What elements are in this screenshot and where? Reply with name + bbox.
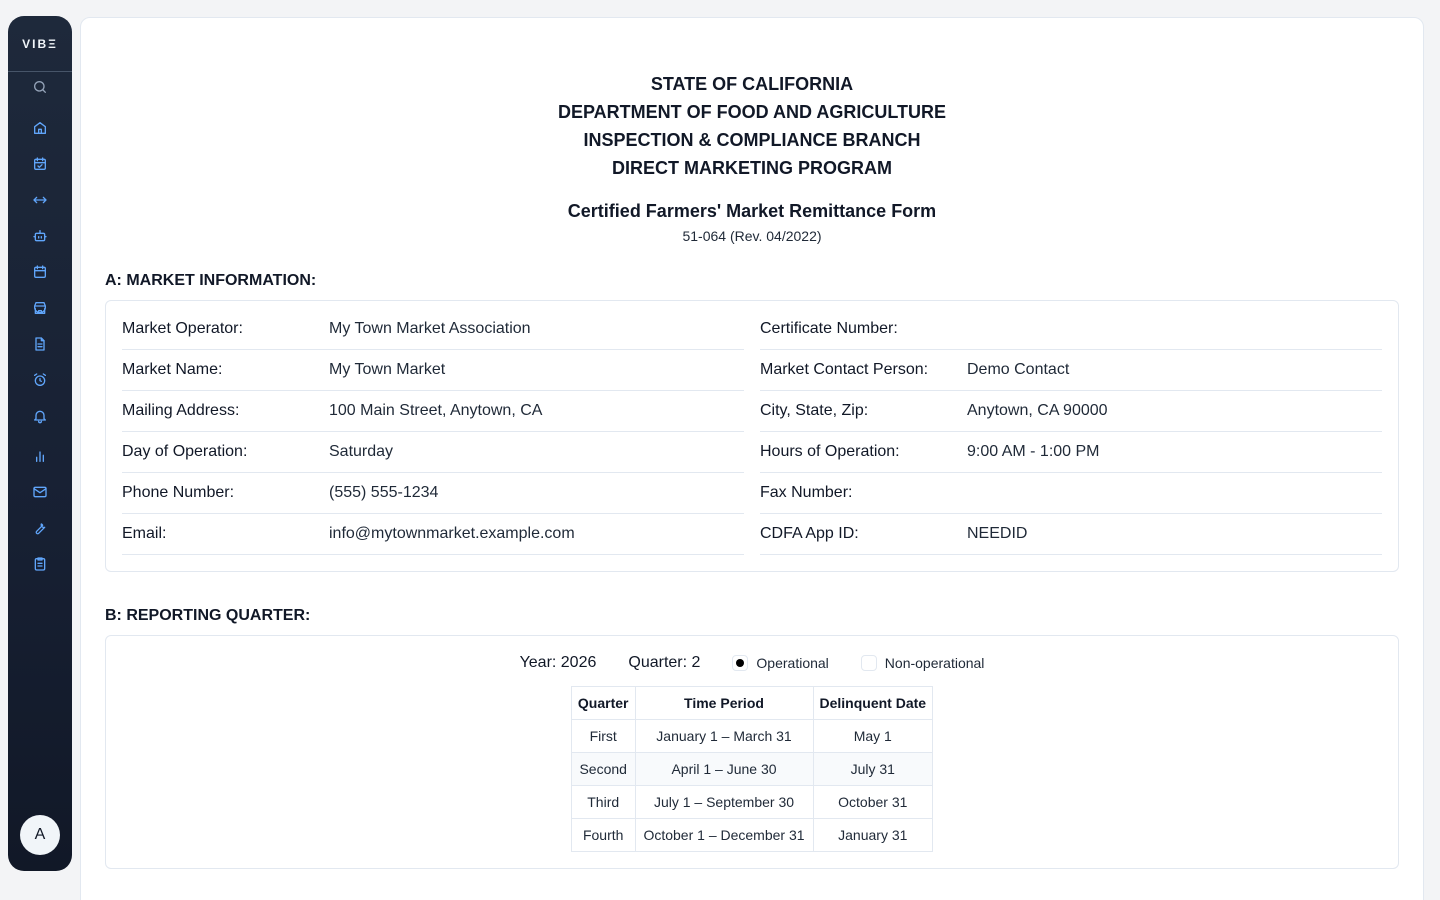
field-label: Certificate Number: xyxy=(760,320,898,337)
sidebar xyxy=(8,16,72,871)
field-label: Mailing Address: xyxy=(122,402,240,419)
header-line: STATE OF CALIFORNIA xyxy=(650,74,854,94)
sidebar-item-alarm[interactable] xyxy=(8,364,72,400)
info-row-fax-number xyxy=(760,473,1382,514)
clipboard-list-icon xyxy=(32,556,48,577)
field-value: 9:00 AM - 1:00 PM xyxy=(967,443,1100,460)
store-icon xyxy=(32,300,48,321)
sidebar-item-calendar[interactable] xyxy=(8,256,72,292)
table-cell: May 1 xyxy=(813,720,933,753)
table-cell: July 31 xyxy=(813,753,933,786)
header-line: DIRECT MARKETING PROGRAM xyxy=(612,158,892,178)
column-header: Time Period xyxy=(635,687,813,720)
table-cell: July 1 – September 30 xyxy=(635,786,813,819)
market-info-left-column xyxy=(122,309,744,555)
field-label: Day of Operation: xyxy=(122,443,248,460)
table-header-row xyxy=(571,687,932,720)
calendar-icon xyxy=(32,264,48,285)
robot-icon xyxy=(32,228,48,249)
table-cell: Second xyxy=(571,753,635,786)
radio-label: Operational xyxy=(756,655,829,671)
info-row-market-name xyxy=(122,350,744,391)
info-row-contact-person xyxy=(760,350,1382,391)
table-cell: April 1 – June 30 xyxy=(635,753,813,786)
arrows-horizontal-icon xyxy=(32,192,48,213)
home-icon xyxy=(32,120,48,141)
section-a-title: A: MARKET INFORMATION: xyxy=(105,272,317,289)
field-value: 100 Main Street, Anytown, CA xyxy=(329,402,543,419)
table-row xyxy=(571,720,932,753)
form-code: 51-064 (Rev. 04/2022) xyxy=(682,228,822,244)
field-label: Email: xyxy=(122,525,167,542)
info-row-day-of-operation xyxy=(122,432,744,473)
year-value: Year: 2026 xyxy=(519,654,597,671)
quarter-meta xyxy=(106,654,1398,672)
field-value: (555) 555-1234 xyxy=(329,484,439,501)
info-row-cdfa-app-id xyxy=(760,514,1382,555)
info-row-hours-of-operation xyxy=(760,432,1382,473)
sidebar-item-store[interactable] xyxy=(8,292,72,328)
header-line: DEPARTMENT OF FOOD AND AGRICULTURE xyxy=(558,102,946,122)
field-value: info@mytownmarket.example.com xyxy=(329,525,575,542)
radio-selected-dot xyxy=(736,659,744,667)
quarter-schedule-table xyxy=(571,686,933,852)
sidebar-item-home[interactable] xyxy=(8,112,72,148)
quarter-value: Quarter: 2 xyxy=(628,654,701,671)
alarm-clock-icon xyxy=(32,372,48,393)
operational-radio[interactable] xyxy=(732,655,828,671)
field-value: Demo Contact xyxy=(967,361,1070,378)
radio-box[interactable] xyxy=(861,655,877,671)
info-row-city-state-zip xyxy=(760,391,1382,432)
field-label: Phone Number: xyxy=(122,484,235,501)
table-cell: First xyxy=(571,720,635,753)
info-row-market-operator xyxy=(122,309,744,350)
field-label: Fax Number: xyxy=(760,484,853,501)
reporting-quarter-card xyxy=(105,635,1399,869)
info-row-mailing-address xyxy=(122,391,744,432)
sidebar-item-notifications[interactable] xyxy=(8,400,72,436)
table-cell: Third xyxy=(571,786,635,819)
sidebar-item-mail[interactable] xyxy=(8,476,72,512)
market-info-right-column xyxy=(760,309,1382,555)
form-title: Certified Farmers' Market Remittance Form xyxy=(567,201,937,221)
sidebar-item-search[interactable] xyxy=(8,72,72,106)
field-value: Saturday xyxy=(329,443,394,460)
info-row-phone-number xyxy=(122,473,744,514)
table-cell: October 1 – December 31 xyxy=(635,819,813,852)
market-info-card xyxy=(105,300,1399,572)
mail-icon xyxy=(32,484,48,505)
form-header xyxy=(105,70,1399,182)
calendar-check-icon xyxy=(32,156,48,177)
sidebar-item-document[interactable] xyxy=(8,328,72,364)
sidebar-item-tools[interactable] xyxy=(8,512,72,548)
header-line: INSPECTION & COMPLIANCE BRANCH xyxy=(583,130,921,150)
user-avatar[interactable]: A xyxy=(20,815,60,855)
table-cell: Fourth xyxy=(571,819,635,852)
sidebar-item-clipboard[interactable] xyxy=(8,548,72,584)
field-label: Market Operator: xyxy=(122,320,243,337)
sidebar-item-bot[interactable] xyxy=(8,220,72,256)
section-b-title: B: REPORTING QUARTER: xyxy=(105,607,311,624)
field-value: NEEDID xyxy=(967,525,1028,542)
field-value: My Town Market xyxy=(329,361,446,378)
wrench-icon xyxy=(32,520,48,541)
field-label: City, State, Zip: xyxy=(760,402,869,419)
radio-label: Non-operational xyxy=(884,655,985,671)
sidebar-item-reports[interactable] xyxy=(8,440,72,476)
bar-chart-icon xyxy=(32,448,48,469)
table-cell: January 31 xyxy=(813,819,933,852)
field-label: CDFA App ID: xyxy=(760,525,859,542)
field-label: Hours of Operation: xyxy=(760,443,900,460)
table-cell: October 31 xyxy=(813,786,933,819)
field-label: Market Name: xyxy=(122,361,223,378)
field-value: Anytown, CA 90000 xyxy=(967,402,1108,419)
app-logo[interactable]: VIBΞ xyxy=(8,16,72,72)
field-value: My Town Market Association xyxy=(329,320,531,337)
column-header: Delinquent Date xyxy=(813,687,933,720)
remittance-form xyxy=(81,70,1423,869)
info-row-email xyxy=(122,514,744,555)
sidebar-item-transfer[interactable] xyxy=(8,184,72,220)
column-header: Quarter xyxy=(571,687,635,720)
search-icon xyxy=(32,79,48,100)
field-label: Market Contact Person: xyxy=(760,361,929,378)
sidebar-nav xyxy=(8,72,72,584)
radio-box[interactable] xyxy=(732,655,748,671)
table-row-highlighted xyxy=(571,753,932,786)
bell-icon xyxy=(32,408,48,429)
non-operational-radio[interactable] xyxy=(861,655,985,671)
table-row xyxy=(571,786,932,819)
table-row xyxy=(571,819,932,852)
sidebar-item-calendar-check[interactable] xyxy=(8,148,72,184)
table-cell: January 1 – March 31 xyxy=(635,720,813,753)
file-text-icon xyxy=(32,336,48,357)
info-row-certificate-number xyxy=(760,309,1382,350)
main-content xyxy=(80,17,1424,900)
